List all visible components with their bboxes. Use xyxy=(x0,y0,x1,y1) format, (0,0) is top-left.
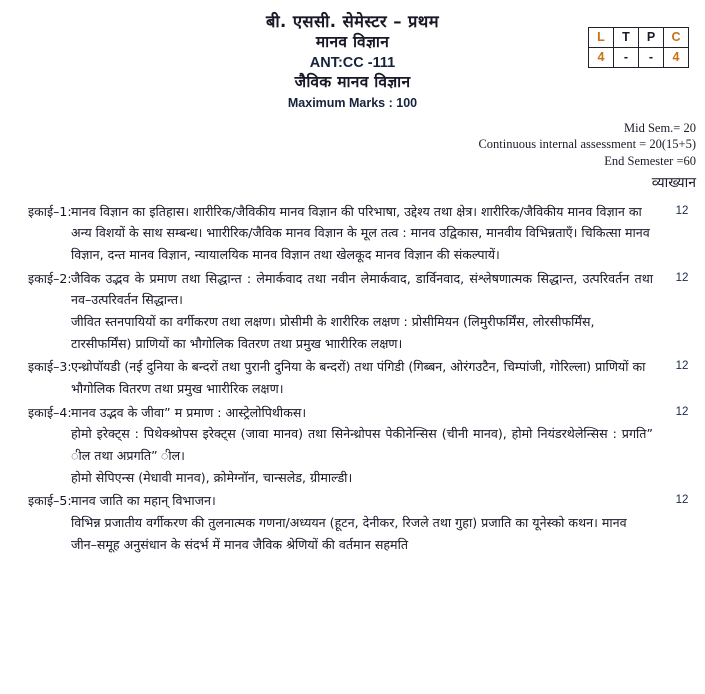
ltpc-value-c: 4 xyxy=(664,48,689,68)
unit-content xyxy=(68,268,659,355)
end-semester-marks: End Semester =60 xyxy=(604,154,696,169)
unit-credit-hours: 12 xyxy=(675,494,689,507)
unit-row xyxy=(0,402,705,489)
unit-content xyxy=(68,402,659,489)
ltpc-header-l: L xyxy=(589,28,614,48)
unit-row xyxy=(0,490,705,555)
unit-row xyxy=(0,268,705,355)
internal-assessment-marks: Continuous internal assessment = 20(15+5) xyxy=(478,137,696,152)
ltpc-value-row xyxy=(589,48,689,68)
maximum-marks: Maximum Marks : 100 xyxy=(287,95,418,110)
unit-label: इकाई–3: xyxy=(28,359,72,375)
ltpc-header-p: P xyxy=(639,28,664,48)
unit-label: इकाई–4: xyxy=(28,404,72,420)
unit-row xyxy=(0,201,705,266)
unit-label: इकाई–2: xyxy=(28,270,72,286)
ltpc-table xyxy=(588,27,689,68)
unit-paragraph: विभिन्न प्रजातीय वर्गीकरण की तुलनात्मक गणना/अध्ययन (हूटन, देनीकर, रिजले तथा गुहा) प्रजाति का यूनेस्को कथन। मानव जीन–समूह अनुसंधान के संदर्भ में मानव जैविक श्रेणियों की वर्तमान सहमति xyxy=(71,514,627,552)
marks-distribution xyxy=(0,120,705,170)
unit-credit-hours: 12 xyxy=(675,271,689,284)
unit-content xyxy=(68,356,659,399)
subject-title: मानव विज्ञान xyxy=(315,33,390,52)
unit-paragraph: एन्थ्रोपॉयडी (नई दुनिया के बन्दरों तथा पुरानी दुनिया के बन्दरों) तथा पंगिडी (गिब्बन, ओरंगउटैन, चिम्पांजी, गोरिल्ला) प्राणियों का भौगोलिक वितरण तथा प्रमुख भाारीरिक लक्षण। xyxy=(71,359,646,396)
unit-label: इकाई–5: xyxy=(28,493,72,509)
lecture-hours-label: व्याख्यान xyxy=(651,174,696,191)
unit-paragraph: जैविक उद्भव के प्रमाण तथा सिद्धान्त : लेमार्कवाद तथा नवीन लेमार्कवाद, डार्विनवाद, संश्लेषणात्मक सिद्धान्त, उत्परिवर्तन तथा नव–उत्परिवर्तन सिद्धान्त। xyxy=(71,270,653,308)
unit-paragraph: होमो इरेक्ट्स : पिथेक्श्रोपस इरेक्ट्स (जावा मानव) तथा सिनेन्थ्रोपस पेकीनेन्सिस (चीनी मानव), होमो नियंडरथेलेन्सिस : प्रगति” ील तथा अप्रगति” ील। xyxy=(71,426,653,463)
program-semester-title: बी. एससी. सेमेस्टर – प्रथम xyxy=(265,12,440,31)
ltpc-value-t: - xyxy=(614,48,639,68)
unit-paragraph: होमो सेपिएन्स (मेधावी मानव), क्रोमेग्नॉन, चान्सलेड, ग्रीमाल्डी। xyxy=(71,469,353,485)
unit-credit-hours: 12 xyxy=(675,405,689,418)
unit-credit-hours: 12 xyxy=(675,204,689,217)
unit-credit-hours: 12 xyxy=(675,360,689,373)
paper-title: जैविक मानव विज्ञान xyxy=(294,73,411,92)
unit-paragraph: मानव जाति का महान् विभाजन। xyxy=(71,493,216,509)
ltpc-value-p: - xyxy=(639,48,664,68)
ltpc-header-t: T xyxy=(614,28,639,48)
unit-paragraph: जीवित स्तनपायियों का वर्गीकरण तथा लक्षण। प्रोसीमी के शारीरिक लक्षण : प्रोसीमियन (लिमुरीफर्मिंस, लोरसीफर्मिंस, टारसीफर्मिंस) प्राणियों का भौगोलिक वितरण तथा प्रमुख भाारीरिक लक्षण। xyxy=(71,313,595,351)
course-code: ANT:CC -111 xyxy=(309,54,396,71)
units-list xyxy=(0,201,705,556)
unit-row xyxy=(0,356,705,399)
unit-content xyxy=(68,490,659,555)
unit-content xyxy=(68,201,659,266)
unit-paragraph: मानव उद्भव के जीवा” म प्रमाण : आस्ट्रेलोपिथीकस। xyxy=(71,404,307,420)
unit-paragraph: मानव विज्ञान का इतिहास। शारीरिक/जैविकीय मानव विज्ञान की परिभाषा, उद्देश्य तथा क्षेत्र। शारीरिक/जैविकीय मानव विज्ञान का अन्य विशयों के साथ सम्बन्ध। भाारीरिक/जैविक मानव विज्ञान के मूल तत्व : मानव उद्विकास, मानवीय विभिन्नताएँ। चिकित्सा मानव विज्ञान, दन्त मानव विज्ञान, न्यायालयिक मानव विज्ञान तथा खेलकूद मानव विज्ञान की संकल्पायें। xyxy=(71,203,650,262)
unit-label: इकाई–1: xyxy=(28,203,72,219)
ltpc-value-l: 4 xyxy=(589,48,614,68)
mid-sem-marks: Mid Sem.= 20 xyxy=(624,120,696,135)
ltpc-header-c: C xyxy=(664,28,689,48)
ltpc-header-row xyxy=(589,28,689,48)
